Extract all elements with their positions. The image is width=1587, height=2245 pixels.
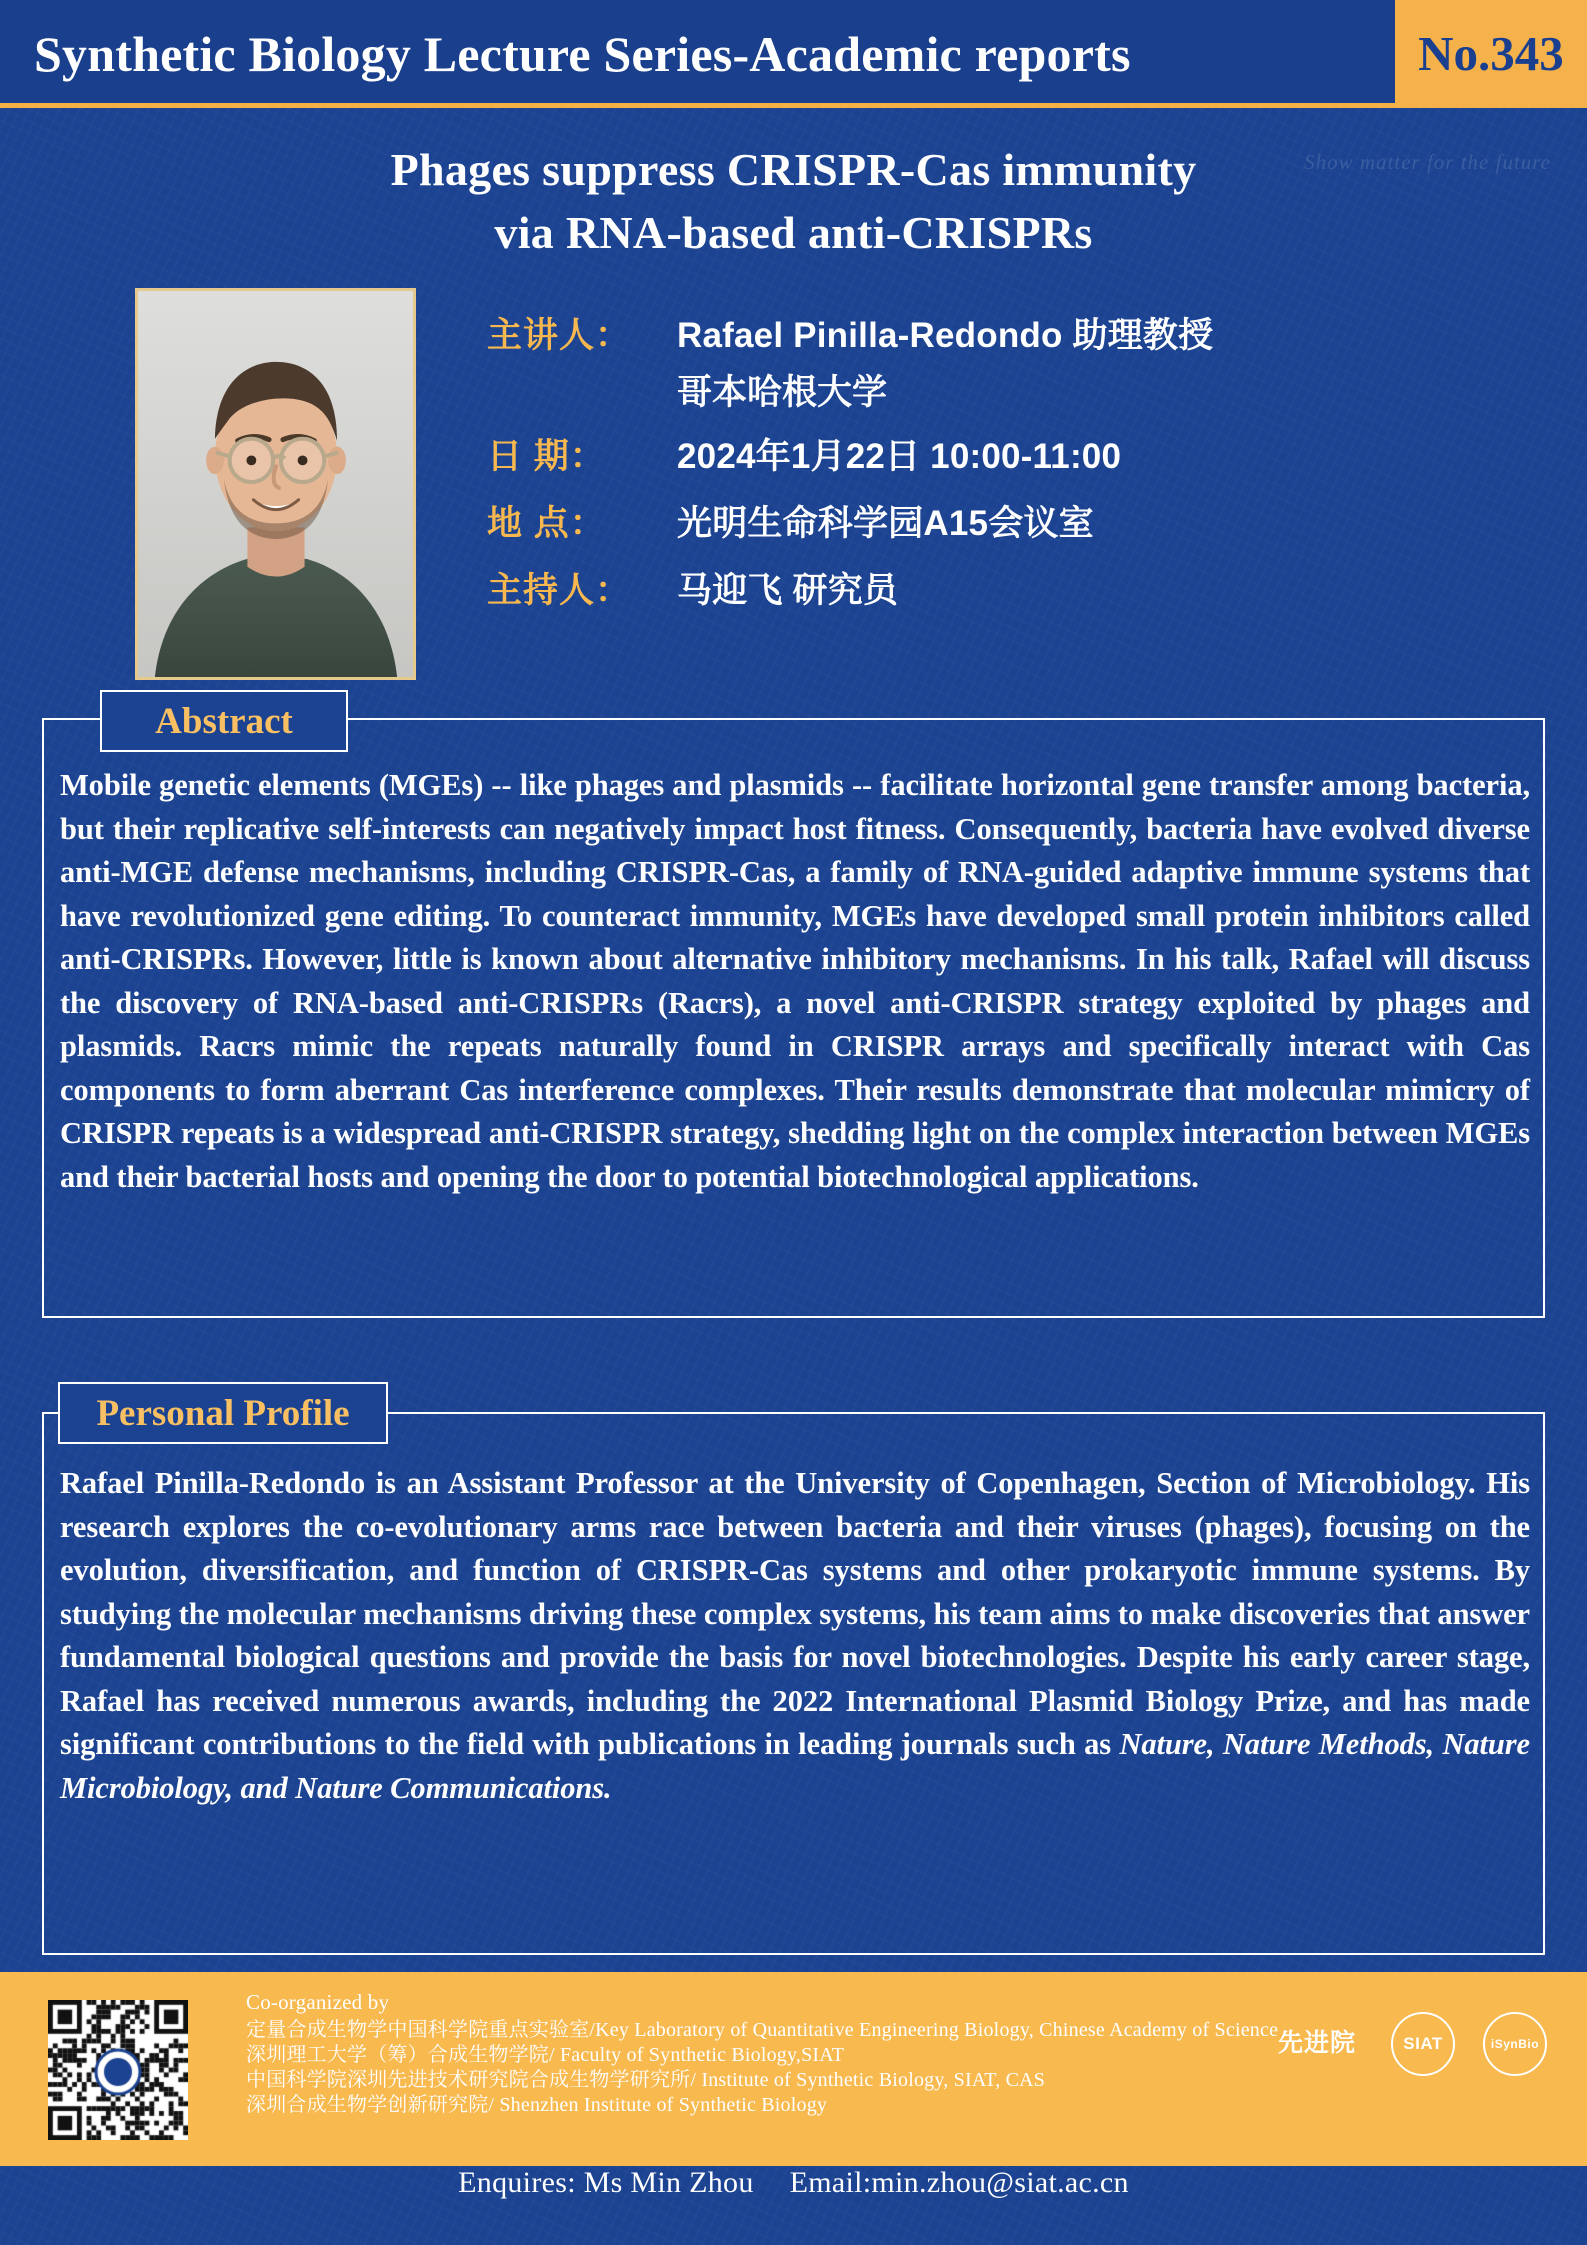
date-row	[487, 429, 1517, 479]
poster-header	[0, 0, 1587, 108]
speaker-row	[487, 308, 1517, 358]
series-title: Synthetic Biology Lecture Series-Academic reports	[0, 0, 1395, 108]
footer-logos	[1271, 2012, 1547, 2076]
speaker-portrait-illustration	[138, 291, 413, 677]
watermark-text: Show matter for the future	[1304, 150, 1551, 174]
qr-code[interactable]	[48, 2000, 188, 2140]
co-organizers	[246, 1990, 1278, 2118]
host-label: 主持人：	[487, 571, 632, 610]
event-info	[487, 308, 1517, 622]
organizer-2: 深圳理工大学（筹）合成生物学院/ Faculty of Synthetic Biology,SIAT	[246, 2044, 845, 2066]
enquiries-line	[0, 2166, 1587, 2200]
speaker-value: Rafael Pinilla-Redondo 助理教授	[677, 316, 1214, 355]
host-value: 马迎飞 研究员	[677, 571, 899, 610]
date-value: 2024年1月22日 10:00-11:00	[677, 437, 1122, 476]
isynbio-circle-logo: iSynBio	[1483, 2012, 1547, 2076]
talk-title	[0, 138, 1587, 264]
organizer-3: 中国科学院深圳先进技术研究院合成生物学研究所/ Institute of Synthetic Biology, SIAT, CAS	[246, 2069, 1046, 2091]
venue-value: 光明生命科学园A15会议室	[677, 504, 1094, 543]
enquiries-email[interactable]: Email:min.zhou@siat.ac.cn	[789, 2166, 1129, 2199]
abstract-text: Mobile genetic elements (MGEs) -- like phages and plasmids -- facilitate horizontal gene transfer among bacteria, but their replicative self-interests can negatively impact host fitness. Consequently, bacteria have evolved diverse anti-MGE defense mechanisms, including CRISPR-Cas, a family of RNA-guided adaptive immune systems that have revolutionized gene editing. To counteract immunity, MGEs have developed small protein inhibitors called anti-CRISPRs. However, little is known about alternative inhibitory mechanisms. In his talk, Rafael will discuss the discovery of RNA-based anti-CRISPRs (Racrs), a novel anti-CRISPR strategy exploited by phages and plasmids. Racrs mimic the repeats naturally found in CRISPR arrays and specifically interact with Cas components to form aberrant Cas interference complexes. Their results demonstrate that molecular mimicry of CRISPR repeats is a widespread anti-CRISPR strategy, shedding light on the complex interaction between MGEs and their bacterial hosts and opening the door to potential biotechnological applications.	[60, 768, 1530, 1194]
speaker-affiliation: 哥本哈根大学	[677, 373, 888, 412]
organizer-1: 定量合成生物学中国科学院重点实验室/Key Laboratory of Quantitative Engineering Biology, Chinese Academy of Science	[246, 2019, 1279, 2041]
speaker-label: 主讲人：	[487, 316, 632, 355]
venue-row	[487, 496, 1517, 546]
organizer-4: 深圳合成生物学创新研究院/ Shenzhen Institute of Synthetic Biology	[246, 2094, 828, 2116]
profile-heading: Personal Profile	[58, 1382, 388, 1444]
enquiries-contact: Enquires: Ms Min Zhou	[458, 2166, 754, 2199]
abstract-heading: Abstract	[100, 690, 348, 752]
qr-code-image	[48, 2000, 188, 2140]
profile-text-journals: Nature, Nature Methods, Nature Microbiology, and Nature Communications.	[60, 1727, 1530, 1805]
profile-text-main: Rafael Pinilla-Redondo is an Assistant Professor at the University of Copenhagen, Section of Microbiology. His research explores the co-evolutionary arms race between bacteria and their viruses (phages), focusing on the evolution, diversification, and function of CRISPR-Cas systems and other prokaryotic immune systems. By studying the molecular mechanisms driving these complex systems, his team aims to make discoveries that answer fundamental biological questions and provide the basis for novel biotechnologies. Despite his early career stage, Rafael has received numerous awards, including the 2022 International Plasmid Biology Prize, and has made significant contributions to the field with publications in leading journals such as	[60, 1466, 1530, 1761]
siat-circle-logo: SIAT	[1391, 2012, 1455, 2076]
talk-title-line-2: via RNA-based anti-CRISPRs	[494, 207, 1093, 258]
venue-label: 地 点：	[487, 504, 606, 543]
speaker-photo	[135, 288, 416, 680]
co-organized-by-label: Co-organized by	[246, 1990, 390, 2014]
date-label: 日 期：	[487, 437, 606, 476]
issue-number-badge: No.343	[1395, 0, 1587, 108]
siat-chinese-logo: 先进院	[1277, 2030, 1356, 2057]
host-row	[487, 563, 1517, 613]
talk-title-line-1: Phages suppress CRISPR-Cas immunity	[390, 144, 1197, 195]
profile-text	[60, 1462, 1530, 1810]
